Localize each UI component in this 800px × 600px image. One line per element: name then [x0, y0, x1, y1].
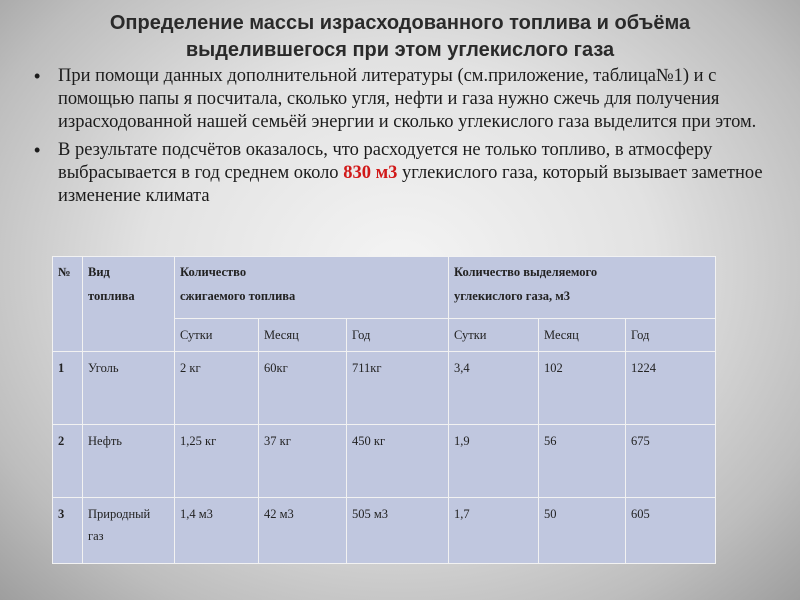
table-cell: 505 м3 — [347, 498, 449, 564]
header-fuel-amount: Количество сжигаемого топлива — [175, 257, 449, 319]
bullet-text-2-after: углекислого газа, который вызывает заметное изменение климата — [58, 163, 763, 206]
table-row — [53, 425, 716, 498]
table-cell: 675 — [626, 425, 716, 498]
slide-title — [40, 10, 760, 64]
bullet-text-2-before: В результате подсчётов оказалось, что расходуется не только топливо, в атмосферу выбрасывается в год среднем около — [58, 140, 713, 183]
table-cell: 2 кг — [175, 352, 259, 425]
table-cell: 1224 — [626, 352, 716, 425]
table-cell: 711кг — [347, 352, 449, 425]
table-cell: 1,4 м3 — [175, 498, 259, 564]
table-cell: 1,7 — [449, 498, 539, 564]
table-cell: 56 — [539, 425, 626, 498]
table-row — [53, 352, 716, 425]
table-cell: 42 м3 — [259, 498, 347, 564]
header-num: № — [53, 257, 83, 352]
bullet-list — [34, 65, 769, 213]
row-fuel-type: Природный газ — [83, 498, 175, 564]
table-cell: 50 — [539, 498, 626, 564]
table-cell: 37 кг — [259, 425, 347, 498]
row-fuel-type: Уголь — [83, 352, 175, 425]
header-fuel-type: Вид топлива — [83, 257, 175, 352]
table-header-row — [53, 257, 716, 319]
table-cell: 450 кг — [347, 425, 449, 498]
row-num: 3 — [53, 498, 83, 564]
table-cell: 605 — [626, 498, 716, 564]
table-cell: 102 — [539, 352, 626, 425]
table-cell: 1,9 — [449, 425, 539, 498]
slide-title-line2: выделившегося при этом углекислого газа — [185, 39, 615, 61]
subheader-cell: Месяц — [539, 319, 626, 352]
subheader-cell: Сутки — [175, 319, 259, 352]
slide-title-line1: Определение массы израсходованного топлива и объёма — [109, 12, 691, 34]
row-num: 2 — [53, 425, 83, 498]
bullet-item-2 — [34, 139, 769, 208]
table-cell: 3,4 — [449, 352, 539, 425]
subheader-cell: Месяц — [259, 319, 347, 352]
subheader-cell: Год — [347, 319, 449, 352]
subheader-cell: Сутки — [449, 319, 539, 352]
row-fuel-type: Нефть — [83, 425, 175, 498]
bullet-text-1: При помощи данных дополнительной литературы (см.приложение, таблица№1) и с помощью папы я посчитала, сколько угля, нефти и газа нужно сжечь для получения израсходованной нашей семьёй энергии и сколько углекислого газа выделится при этом. — [58, 66, 757, 132]
bullet-item-1 — [34, 65, 769, 134]
table-row — [53, 498, 716, 564]
fuel-co2-table — [52, 256, 716, 564]
subheader-cell: Год — [626, 319, 716, 352]
table-cell: 60кг — [259, 352, 347, 425]
table-cell: 1,25 кг — [175, 425, 259, 498]
row-num: 1 — [53, 352, 83, 425]
header-co2-amount: Количество выделяемого углекислого газа, м3 — [449, 257, 716, 319]
co2-amount-highlight: 830 м3 — [343, 163, 398, 183]
